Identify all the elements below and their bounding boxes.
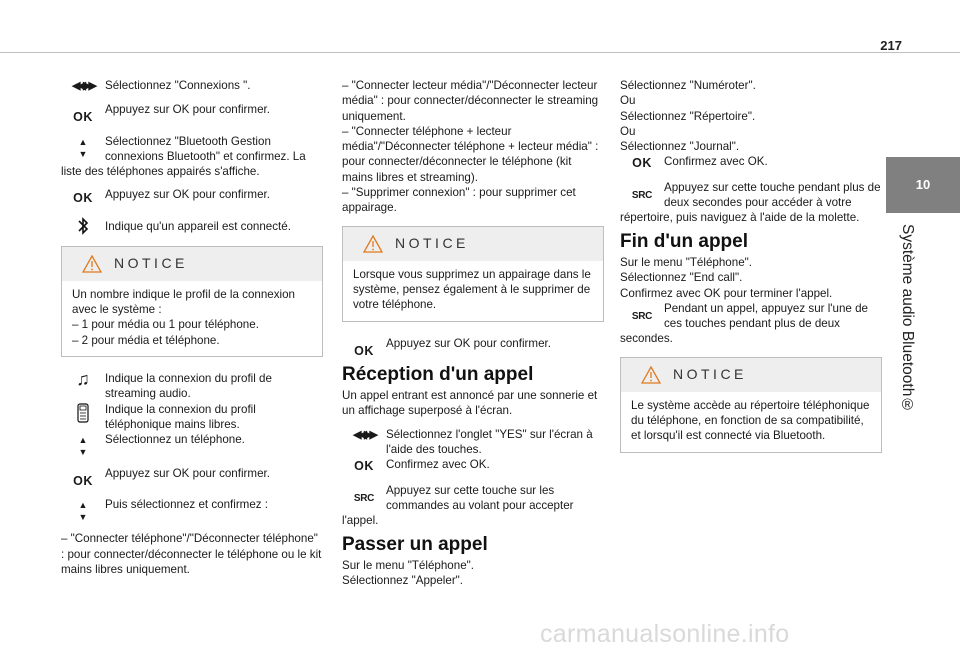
src-wheel-icon: SRC (631, 310, 653, 322)
step-ok-5: OK Confirmez avec OK. (342, 457, 604, 474)
notice-box-1 (61, 246, 323, 357)
step-connexions: ◀◀ ▶▶ Sélectionnez "Connexions ". (61, 78, 323, 94)
passer-menu: Sur le menu "Téléphone". (342, 558, 474, 572)
column-3 (620, 78, 882, 467)
ok-icon: OK (73, 191, 93, 206)
src-wheel-icon: SRC (631, 189, 653, 201)
step-directory: SRC Appuyez sur cette touche pendant plus de deux secondes pour accéder à votre (620, 180, 882, 211)
notice-line: – 1 pour média ou 1 pour téléphone. (72, 318, 259, 332)
notice-line: Un nombre indique le profil de la connexion avec le système : (72, 287, 295, 317)
step-connected: Indique qu'un appareil est connecté. (61, 215, 323, 236)
fin-select: Sélectionnez "End call". (620, 271, 743, 285)
notice-box-3 (620, 357, 882, 453)
music-note-icon: ♫ (76, 368, 90, 389)
step-gestion: ▲ ▼ Sélectionnez "Bluetooth Gestion connexions Bluetooth" et confirmez. La (61, 134, 323, 165)
heading-fin: Fin d'un appel (620, 230, 749, 252)
select-repertoire: Sélectionnez "Répertoire". (620, 109, 756, 123)
watermark: carmanualsonline.info (540, 620, 790, 648)
reception-intro: Un appel entrant est annoncé par une sonnerie et un affichage superposé à l'écran. (342, 389, 598, 418)
step-gestion-cont: liste des téléphones appairés s'affiche. (61, 165, 260, 179)
fin-menu: Sur le menu "Téléphone". (620, 255, 752, 269)
step-ok-3: OK Appuyez sur OK pour confirmer. (61, 466, 323, 489)
notice-box-2 (342, 226, 604, 322)
left-right-arrows-icon: ◀◀ ▶▶ (72, 80, 94, 92)
notice-text: Le système accède au répertoire téléphonique du téléphone, en fonction de sa compatibilité, et lorsqu'il est connecté via Bluetooth. (631, 398, 870, 443)
chapter-tab: 10 (886, 157, 960, 213)
select-numeroter: Sélectionnez "Numéroter". (620, 79, 756, 92)
step-ok-1: OK Appuyez sur OK pour confirmer. (61, 102, 323, 125)
ok-icon: OK (354, 343, 374, 358)
step-select-phone: ▲ ▼ Sélectionnez un téléphone. (61, 432, 323, 458)
step-ok-4: OK Appuyez sur OK pour confirmer. (342, 336, 604, 359)
bluetooth-icon (61, 215, 105, 236)
ok-icon: OK (73, 474, 93, 489)
up-down-arrows-icon: ▲ ▼ (78, 500, 88, 523)
heading-reception: Réception d'un appel (342, 363, 534, 385)
step-hangup-cont: secondes. (620, 332, 673, 346)
step-directory-cont: répertoire, puis naviguez à l'aide de la molette. (620, 211, 860, 225)
passer-select: Sélectionnez "Appeler". (342, 574, 464, 588)
src-wheel-icon: SRC (353, 492, 375, 504)
or-text: Ou (620, 124, 636, 138)
step-handsfree: Indique la connexion du profil téléphonique mains libres. (61, 402, 323, 433)
notice-title: NOTICE (395, 235, 469, 252)
phone-keypad-icon (61, 402, 105, 423)
column-1 (61, 78, 323, 585)
ok-icon: OK (632, 156, 652, 171)
or-text: Ou (620, 94, 636, 108)
ok-icon: OK (354, 459, 374, 474)
header-rule (0, 52, 960, 53)
notice-line: – 2 pour média et téléphone. (72, 333, 220, 347)
step-accept: SRC Appuyez sur cette touche sur les commandes au volant pour accepter (342, 483, 604, 514)
step-accept-cont: l'appel. (342, 514, 379, 528)
step-ok-2: OK Appuyez sur OK pour confirmer. (61, 187, 323, 206)
step-hangup: SRC Pendant un appel, appuyez sur l'une de ces touches pendant plus de deux (620, 301, 882, 332)
warning-icon (82, 255, 102, 273)
up-down-arrows-icon: ▲ ▼ (78, 435, 88, 458)
option-media: – "Connecter lecteur média"/"Déconnecter lecteur média" : pour connecter/déconnecter le streaming uniquement. (342, 79, 599, 123)
warning-icon (641, 366, 661, 384)
step-ok-6: OK Confirmez avec OK. (620, 154, 882, 171)
option-delete: – "Supprimer connexion" : pour supprimer cet appairage. (342, 186, 576, 215)
fin-confirm: Confirmez avec OK pour terminer l'appel. (620, 286, 833, 300)
step-confirm: ▲ ▼ Puis sélectionnez et confirmez : (61, 497, 323, 523)
column-2 (342, 78, 604, 588)
ok-icon: OK (73, 110, 93, 125)
step-yes: ◀◀ ▶▶ Sélectionnez l'onglet "YES" sur l'écran à l'aide des touches. (342, 427, 604, 458)
option-phone-media: – "Connecter téléphone + lecteur média"/"Déconnecter téléphone + lecteur média" : pour connecter/déconnecter le téléphone (kit mains libres et streaming). (342, 124, 599, 184)
up-down-arrows-icon: ▲ ▼ (78, 136, 88, 159)
left-right-arrows-icon: ◀◀ ▶▶ (353, 428, 375, 441)
warning-icon (363, 235, 383, 253)
page-number: 217 (880, 38, 902, 53)
chapter-title: Système audio Bluetooth® (899, 224, 916, 414)
notice-title: NOTICE (114, 255, 188, 272)
heading-passer: Passer un appel (342, 533, 488, 555)
option-connect-phone: – "Connecter téléphone"/"Déconnecter téléphone" : pour connecter/déconnecter le téléphone ou le kit mains libres uniquement. (61, 532, 322, 577)
notice-text: Lorsque vous supprimez un appairage dans le système, pensez également à le supprimer de votre téléphone. (353, 267, 591, 312)
step-streaming: ♫ Indique la connexion du profil de streaming audio. (61, 371, 323, 402)
select-journal: Sélectionnez "Journal". (620, 140, 740, 154)
notice-title: NOTICE (673, 366, 747, 383)
